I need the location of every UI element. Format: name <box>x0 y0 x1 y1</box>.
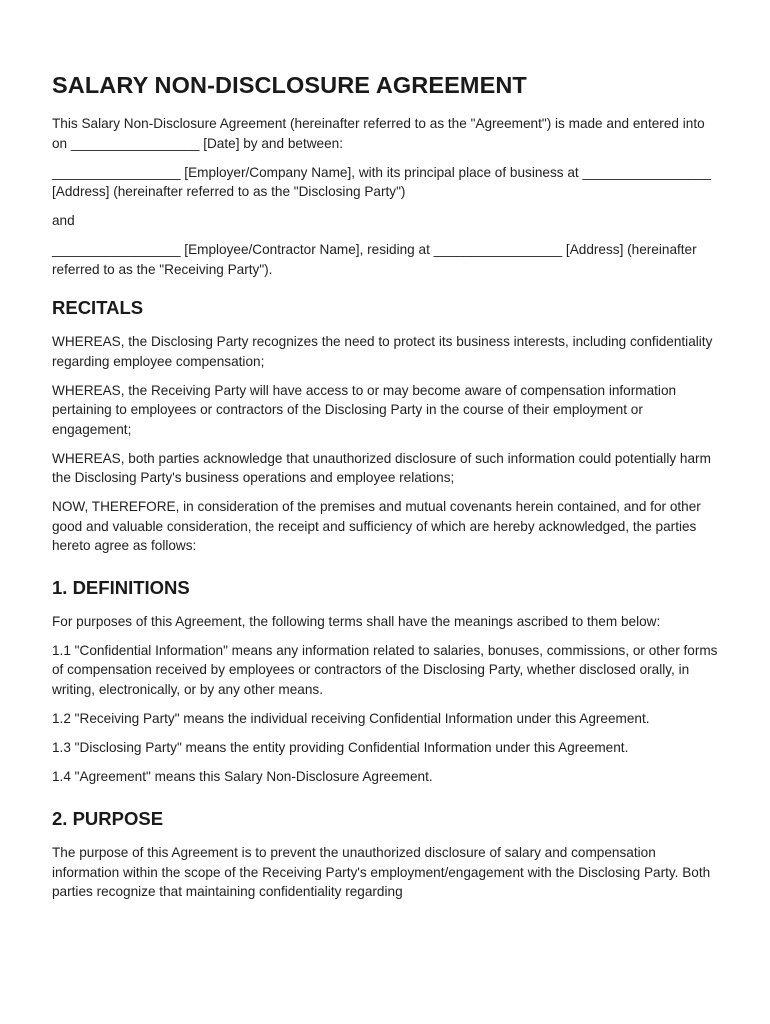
document-title: SALARY NON-DISCLOSURE AGREEMENT <box>52 72 527 98</box>
employer-party-paragraph: _________________ [Employer/Company Name], with its principal place of business at _________________ [Address] (hereinafter referred to as the "Disclosing Party") <box>52 164 711 199</box>
purpose-heading: 2. PURPOSE <box>52 808 164 829</box>
employee-party-paragraph: _________________ [Employee/Contractor Name], residing at _________________ [Address] (hereinafter referred to as the "Receiving Party"). <box>52 242 697 277</box>
definition-item: 1.2 "Receiving Party" means the individual receiving Confidential Information under this Agreement. <box>52 710 650 726</box>
recital-paragraph: WHEREAS, the Disclosing Party recognizes the need to protect its business interests, including confidentiality regarding employee compensation; <box>52 334 713 369</box>
definition-item: 1.4 "Agreement" means this Salary Non-Disclosure Agreement. <box>52 768 433 784</box>
recitals-heading: RECITALS <box>52 297 144 318</box>
definitions-heading: 1. DEFINITIONS <box>52 576 190 598</box>
purpose-paragraph: The purpose of this Agreement is to prevent the unauthorized disclosure of salary and compensation information within the scope of the Receiving Party's employment/engagement with the Disclosing Party. Both parties recognize that maintaining confidentiality regarding <box>52 845 711 899</box>
recital-paragraph: NOW, THEREFORE, in consideration of the premises and mutual covenants herein contained, and for other good and valuable consideration, the receipt and sufficiency of which are hereby acknowledged, the parties hereto agree as follows: <box>52 499 701 553</box>
definitions-intro: For purposes of this Agreement, the following terms shall have the meanings ascribed to them below: <box>52 613 661 629</box>
intro-paragraph: This Salary Non-Disclosure Agreement (hereinafter referred to as the "Agreement") is made and entered into on _________________ [Date] by and between: <box>52 116 705 151</box>
recital-paragraph: WHEREAS, both parties acknowledge that unauthorized disclosure of such information could potentially harm the Disclosing Party's business operations and employee relations; <box>52 450 711 485</box>
definition-item: 1.1 "Confidential Information" means any information related to salaries, bonuses, commissions, or other forms of compensation received by employees or contractors of the Disclosing Party, whether disclosed orally, in writing, electronically, or by any other means. <box>52 642 718 697</box>
definition-item: 1.3 "Disclosing Party" means the entity providing Confidential Information under this Agreement. <box>52 739 629 755</box>
recital-paragraph: WHEREAS, the Receiving Party will have access to or may become aware of compensation information pertaining to employees or contractors of the Disclosing Party in the course of their employment or engagement; <box>52 382 677 437</box>
document-page <box>52 70 720 911</box>
and-connector: and <box>52 213 75 228</box>
